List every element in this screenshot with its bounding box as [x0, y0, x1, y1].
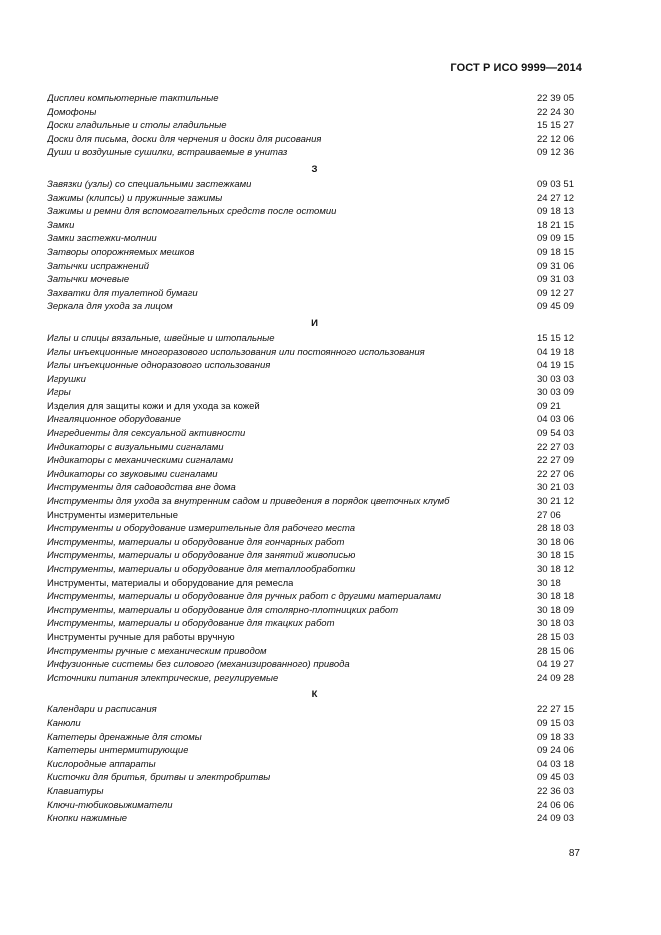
entry-code: 09 12 36 [537, 147, 574, 159]
entry-term: Инструменты, материалы и оборудование для ремесла [47, 577, 294, 589]
entry-code: 15 15 27 [537, 120, 574, 132]
entry-term: Доски для письма, доски для черчения и доски для рисования [47, 133, 322, 145]
entry-term: Зеркала для ухода за лицом [47, 301, 173, 313]
index-entry [47, 92, 582, 106]
entry-term: Индикаторы с механическими сигналами [47, 455, 234, 467]
entry-code: 22 27 15 [537, 704, 574, 716]
entry-term: Замки [47, 219, 75, 231]
index-entry [47, 549, 582, 563]
index-entry [47, 631, 582, 645]
entry-code: 30 18 15 [537, 550, 574, 562]
entry-code: 30 18 06 [537, 536, 574, 548]
index-entry [47, 522, 582, 536]
index-entry [47, 481, 582, 495]
index-entry [47, 468, 582, 482]
index-entry [47, 454, 582, 468]
entry-term: Иглы и спицы вязальные, швейные и штопальные [47, 332, 275, 344]
index-entry [47, 287, 582, 301]
entry-term: Источники питания электрические, регулируемые [47, 672, 279, 684]
index-entry [47, 717, 582, 731]
entry-code: 30 18 03 [537, 618, 574, 630]
entry-code: 27 06 [537, 509, 561, 521]
entry-term: Зажимы (клипсы) и пружинные зажимы [47, 192, 223, 204]
index-entry [47, 346, 582, 360]
index-entry [47, 359, 582, 373]
index-entry [47, 332, 582, 346]
entry-code: 09 24 06 [537, 745, 574, 757]
entry-code: 09 31 06 [537, 260, 574, 272]
entry-term: Игрушки [47, 373, 86, 385]
index-entry [47, 192, 582, 206]
entry-term: Индикаторы с визуальными сигналами [47, 441, 224, 453]
entry-term: Кисточки для бритья, бритвы и электробритвы [47, 772, 271, 784]
entry-code: 24 09 03 [537, 813, 574, 825]
entry-term: Инструменты, материалы и оборудование для занятий живописью [47, 550, 356, 562]
entry-term: Инструменты ручные с механическим приводом [47, 645, 267, 657]
entry-code: 09 31 03 [537, 274, 574, 286]
entry-term: Инструменты, материалы и оборудование для ткацких работ [47, 618, 335, 630]
index-list [47, 92, 582, 826]
index-entry [47, 509, 582, 523]
entry-term: Индикаторы со звуковыми сигналами [47, 468, 218, 480]
entry-code: 09 18 13 [537, 206, 574, 218]
entry-code: 30 03 09 [537, 387, 574, 399]
entry-term: Инструменты, материалы и оборудование для металлообработки [47, 564, 356, 575]
entry-code: 09 09 15 [537, 233, 574, 245]
entry-term: Ключи-тюбиковыжиматели [47, 799, 173, 811]
index-entry [47, 178, 582, 192]
entry-code: 24 06 06 [537, 799, 574, 811]
entry-term: Канюли [47, 717, 81, 729]
entry-code: 04 19 27 [537, 659, 574, 671]
entry-code: 22 27 03 [537, 441, 574, 453]
index-entry [47, 260, 582, 274]
entry-term: Дисплеи компьютерные тактильные [47, 93, 219, 104]
entry-term: Игры [47, 387, 71, 399]
entry-term: Изделия для защиты кожи и для ухода за кожей [47, 400, 260, 412]
entry-term: Завязки (узлы) со специальными застежками [47, 178, 252, 190]
entry-code: 09 18 15 [537, 246, 574, 258]
index-entry [47, 812, 582, 826]
entry-code: 30 18 09 [537, 604, 574, 616]
entry-term: Кнопки нажимные [47, 813, 128, 825]
entry-code: 22 39 05 [537, 93, 574, 104]
index-entry [47, 658, 582, 672]
index-entry [47, 771, 582, 785]
entry-code: 28 18 03 [537, 523, 574, 535]
entry-code: 04 03 18 [537, 758, 574, 770]
index-entry [47, 785, 582, 799]
entry-term: Замки застежки-молнии [47, 233, 157, 245]
index-entry [47, 273, 582, 287]
entry-term: Иглы инъекционные многоразового использования или постоянного использования [47, 346, 425, 358]
page-number: 87 [568, 848, 580, 859]
index-entry [47, 246, 582, 260]
index-entry [47, 400, 582, 414]
entry-term: Затворы опорожняемых мешков [47, 246, 195, 258]
entry-term: Иглы инъекционные одноразового использования [47, 360, 271, 372]
entry-code: 30 18 [537, 577, 561, 589]
entry-code: 22 27 09 [537, 455, 574, 467]
entry-term: Инструменты измерительные [47, 509, 179, 521]
entry-term: Души и воздушные сушилки, встраиваемые в унитаз [47, 147, 288, 159]
index-entry [47, 232, 582, 246]
entry-code: 22 36 03 [537, 785, 574, 797]
index-entry [47, 300, 582, 314]
index-entry [47, 219, 582, 233]
entry-term: Домофоны [47, 106, 97, 118]
section-letter: К [311, 689, 318, 701]
entry-term: Клавиатуры [47, 785, 104, 797]
entry-term: Захватки для туалетной бумаги [47, 287, 198, 299]
index-entry [47, 106, 582, 120]
index-entry [47, 413, 582, 427]
entry-term: Инфузионные системы без силового (механизированного) привода [47, 659, 350, 671]
index-entry [47, 617, 582, 631]
entry-term: Затычки мочевые [47, 274, 130, 286]
index-entry [47, 427, 582, 441]
index-entry [47, 703, 582, 717]
entry-term: Инструменты, материалы и оборудование для столярно-плотницких работ [47, 604, 399, 616]
entry-code: 04 19 18 [537, 346, 574, 358]
entry-code: 30 21 12 [537, 496, 574, 508]
entry-code: 28 15 06 [537, 645, 574, 657]
entry-code: 22 24 30 [537, 106, 574, 118]
entry-code: 30 03 03 [537, 373, 574, 385]
index-entry [47, 731, 582, 745]
entry-code: 09 15 03 [537, 717, 574, 729]
entry-code: 30 18 12 [537, 564, 574, 575]
entry-term: Затычки испражнений [47, 260, 150, 272]
index-entry [47, 590, 582, 604]
entry-term: Катетеры дренажные для стомы [47, 731, 202, 743]
entry-code: 22 12 06 [537, 133, 574, 145]
entry-code: 09 18 33 [537, 731, 574, 743]
entry-code: 04 19 15 [537, 360, 574, 372]
index-entry [47, 495, 582, 509]
index-entry [47, 119, 582, 133]
entry-code: 04 03 06 [537, 414, 574, 426]
index-entry [47, 146, 582, 160]
index-entry [47, 536, 582, 550]
entry-term: Календари и расписания [47, 704, 157, 716]
entry-code: 24 09 28 [537, 672, 574, 684]
index-entry [47, 386, 582, 400]
entry-code: 15 15 12 [537, 332, 574, 344]
index-entry [47, 645, 582, 659]
entry-code: 09 03 51 [537, 178, 574, 190]
entry-term: Доски гладильные и столы гладильные [47, 120, 227, 132]
entry-code: 09 12 27 [537, 287, 574, 299]
entry-term: Инструменты и оборудование измерительные для рабочего места [47, 523, 356, 535]
entry-code: 09 54 03 [537, 428, 574, 440]
index-entry [47, 758, 582, 772]
document-header: ГОСТ Р ИСО 9999—2014 [450, 62, 582, 74]
index-entry [47, 373, 582, 387]
index-entry [47, 672, 582, 686]
entry-code: 28 15 03 [537, 631, 574, 643]
entry-term: Ингредиенты для сексуальной активности [47, 428, 246, 440]
section-letter: И [311, 317, 318, 329]
entry-term: Катетеры интермитирующие [47, 745, 189, 757]
index-entry [47, 205, 582, 219]
index-entry [47, 133, 582, 147]
index-entry [47, 577, 582, 591]
entry-term: Инструменты, материалы и оборудование для гончарных работ [47, 536, 345, 548]
entry-code: 09 45 03 [537, 772, 574, 784]
entry-code: 24 27 12 [537, 192, 574, 204]
entry-term: Инструменты ручные для работы вручную [47, 631, 235, 643]
entry-code: 09 21 [537, 400, 561, 412]
entry-term: Инструменты для садоводства вне дома [47, 482, 236, 494]
entry-code: 30 21 03 [537, 482, 574, 494]
index-entry [47, 744, 582, 758]
entry-term: Ингаляционное оборудование [47, 414, 181, 426]
index-entry [47, 799, 582, 813]
entry-code: 18 21 15 [537, 219, 574, 231]
section-letter: З [311, 163, 318, 175]
entry-term: Кислородные аппараты [47, 758, 156, 770]
index-entry [47, 441, 582, 455]
entry-term: Инструменты, материалы и оборудование для ручных работ с другими материалами [47, 591, 442, 603]
entry-term: Зажимы и ремни для вспомогательных средств после остомии [47, 206, 337, 218]
entry-code: 22 27 06 [537, 468, 574, 480]
entry-term: Инструменты для ухода за внутренним садом и приведения в порядок цветочных клумб [47, 496, 450, 508]
entry-code: 09 45 09 [537, 301, 574, 313]
entry-code: 30 18 18 [537, 591, 574, 603]
index-entry [47, 604, 582, 618]
index-entry [47, 563, 582, 577]
